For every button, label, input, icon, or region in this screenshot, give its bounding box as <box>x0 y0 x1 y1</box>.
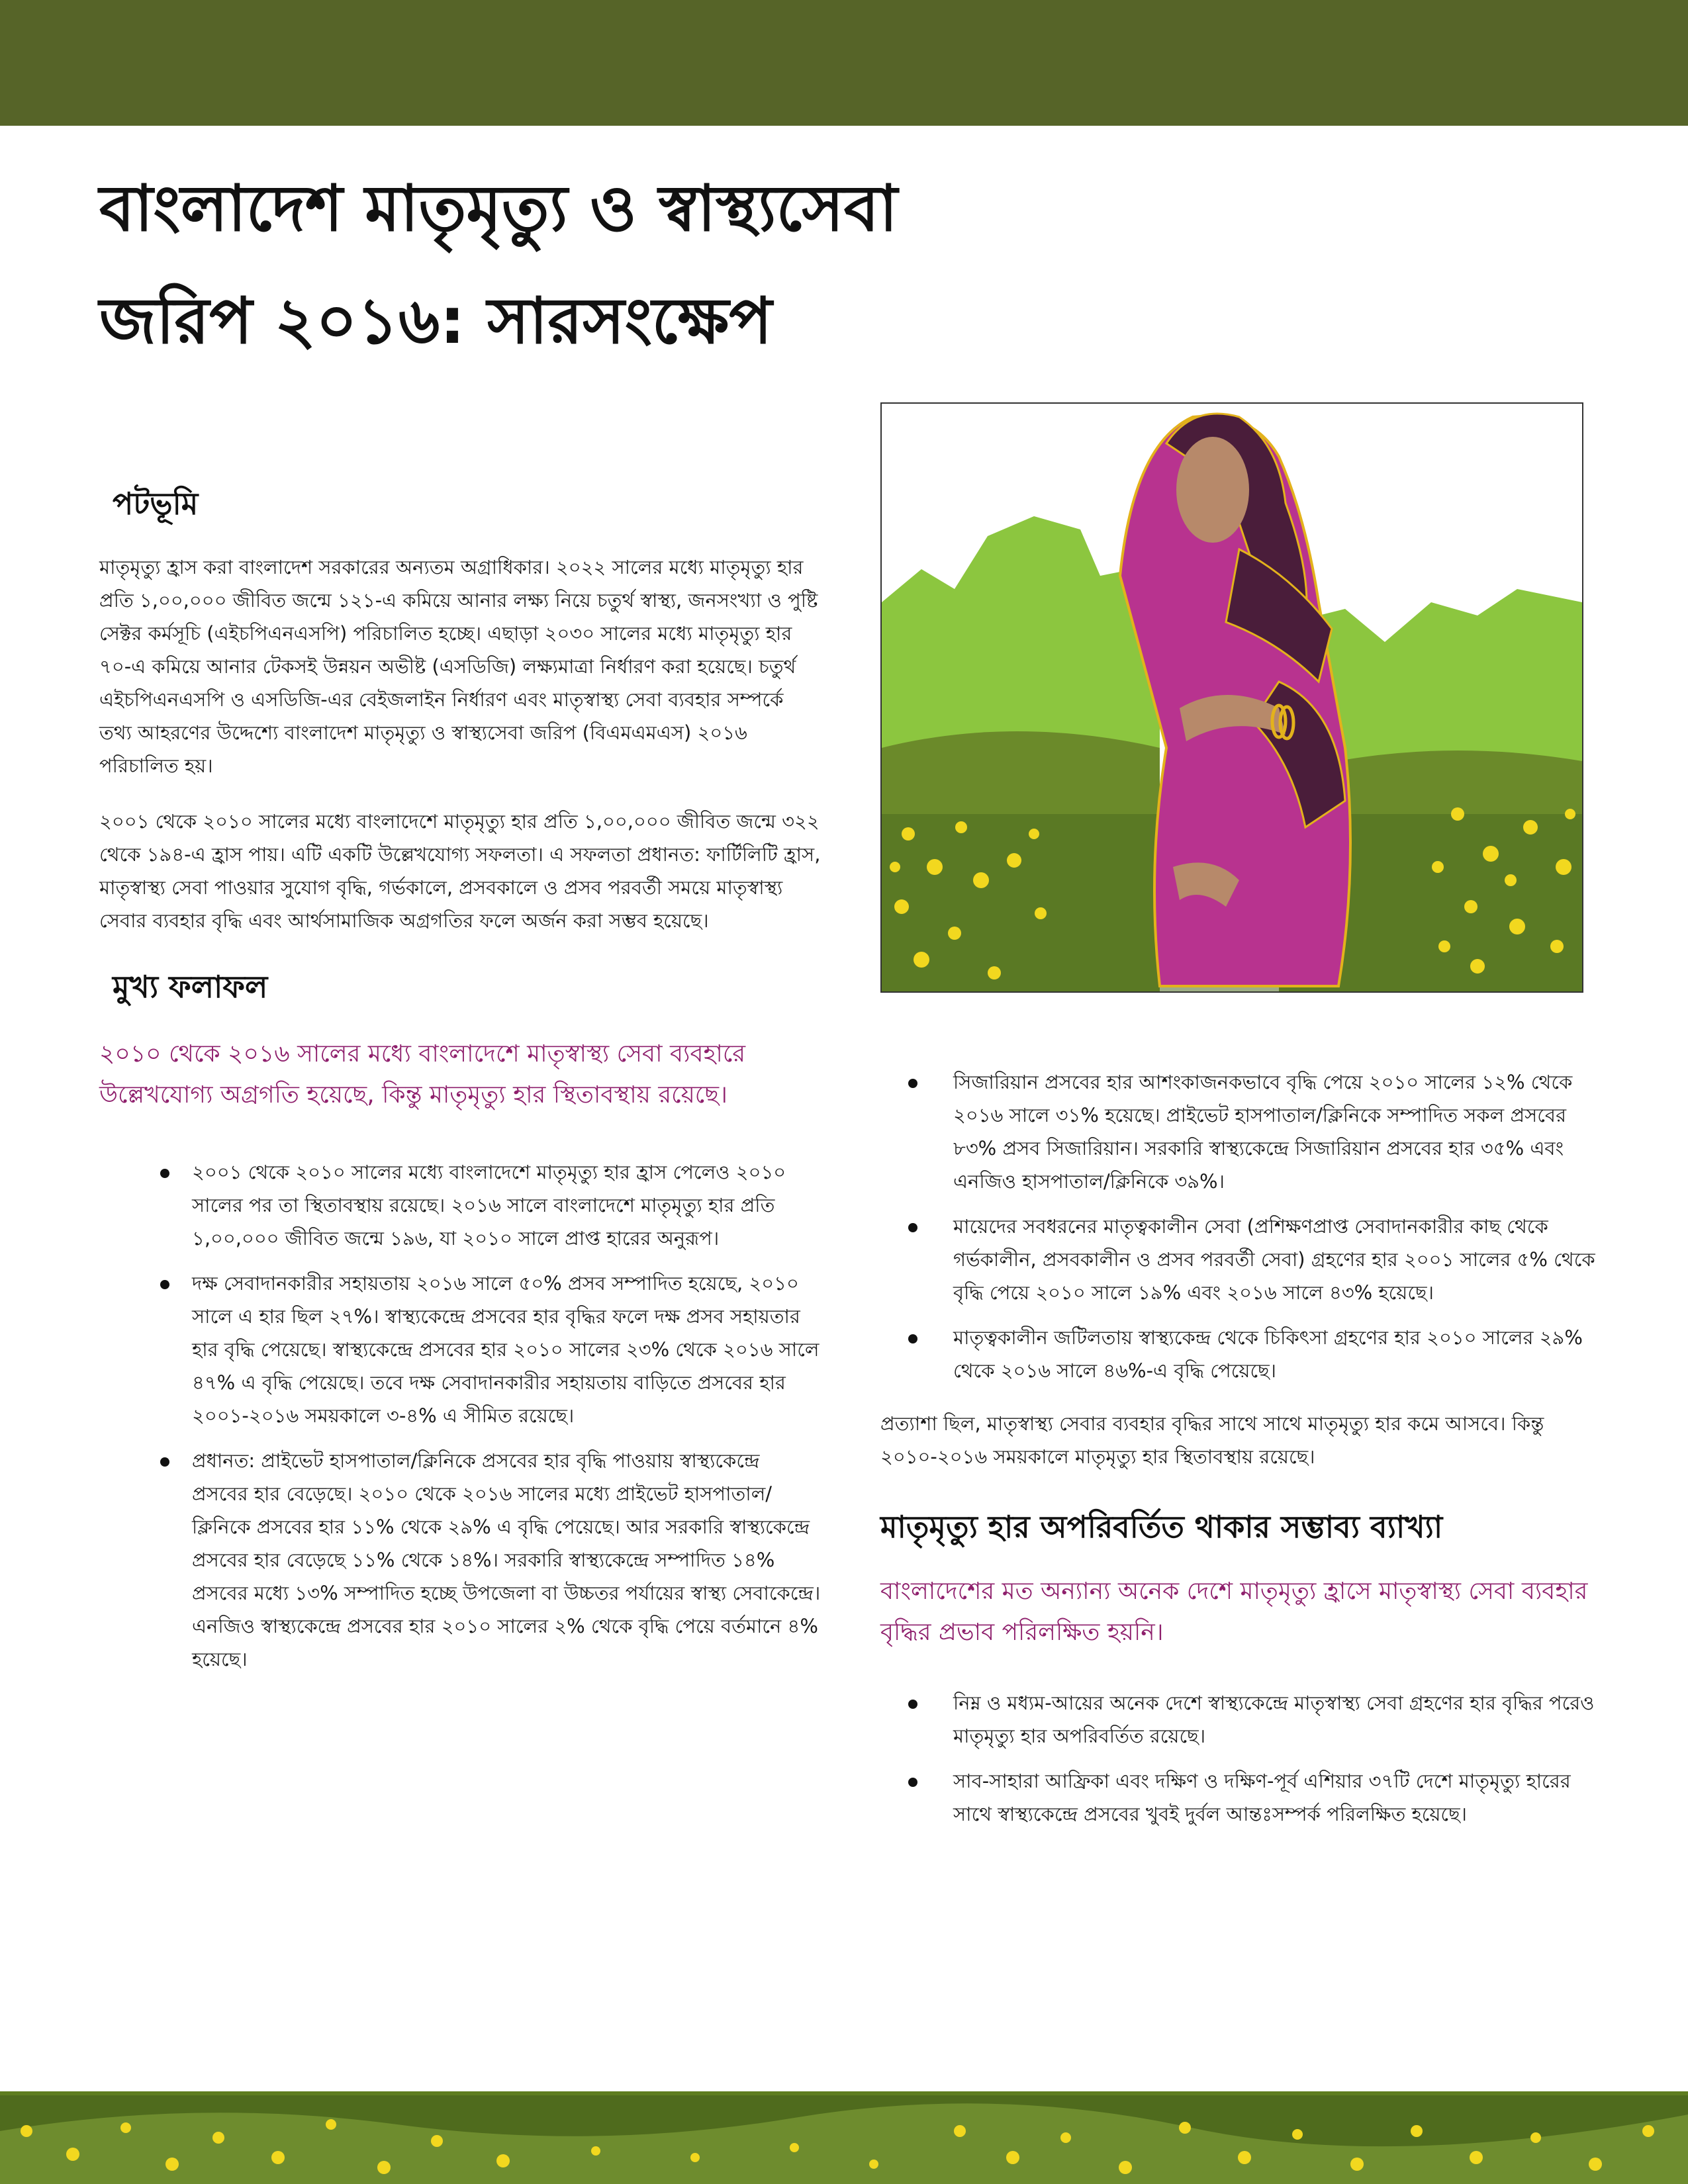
bullet-icon <box>908 1700 917 1709</box>
bullet-icon <box>160 1169 169 1178</box>
left-column <box>99 483 821 1688</box>
list-item <box>880 1066 1602 1198</box>
title-line-2: জরিপ ২০১৬: সারসংক্ষেপ <box>99 284 773 358</box>
list-item <box>99 1444 821 1676</box>
findings-lead: ২০১০ থেকে ২০১৬ সালের মধ্যে বাংলাদেশে মাতৃস্বাস্থ্য সেবা ব্যবহারে উল্লেখযোগ্য অগ্রগতি হয়েছে, কিন্তু মাতৃমৃত্যু হার স্থিতাবস্থায় রয়েছে। <box>99 1040 746 1109</box>
section-heading-explanation: মাতৃমৃত্যু হার অপরিবর্তিত থাকার সম্ভাব্য ব্যাখ্যা <box>880 1509 1443 1545</box>
expectation-paragraph: প্রত্যাশা ছিল, মাতৃস্বাস্থ্য সেবার ব্যবহার বৃদ্ধির সাথে সাথে মাতৃমৃত্যু হার কমে আসবে। কিন্তু ২০১০-২০১৬ সময়কালে মাতৃমৃত্যু হার স্থিতাবস্থায় রয়েছে। <box>880 1412 1544 1468</box>
list-item <box>99 1267 821 1432</box>
background-paragraph-1: মাতৃমৃত্যু হ্রাস করা বাংলাদেশ সরকারের অন্যতম অগ্রাধিকার। ২০২২ সালের মধ্যে মাতৃমৃত্যু হার প্রতি ১,০০,০০০ জীবিত জন্মে ১২১-এ কমিয়ে আনার লক্ষ্য নিয়ে চতুর্থ স্বাস্থ্য, জনসংখ্যা ও পুষ্টি সেক্টর কর্মসূচি (এইচপিএনএসপি) পরিচালিত হচ্ছে। এছাড়া ২০৩০ সালের মধ্যে মাতৃমৃত্যু হার ৭০-এ কমিয়ে আনার টেকসই উন্নয়ন অভীষ্ট (এসডিজি) লক্ষ্যমাত্রা নির্ধারণ করা হয়েছে। চতুর্থ এইচপিএনএসপি ও এসডিজি-এর বেইজলাইন নির্ধারণ এবং মাতৃস্বাস্থ্য সেবা ব্যবহার সম্পর্কে তথ্য আহরণের উদ্দেশ্যে বাংলাদেশ মাতৃমৃত্যু ও স্বাস্থ্যসেবা জরিপ (বিএমএমএস) ২০১৬ পরিচালিত হয়। <box>99 556 818 777</box>
list-item-text: সিজারিয়ান প্রসবের হার আশংকাজনকভাবে বৃদ্ধি পেয়ে ২০১০ সালের ১২% থেকে ২০১৬ সালে ৩১% হয়েছে। প্রাইভেট হাসপাতাল/ক্লিনিকে সম্পাদিত সকল প্রসবের ৮৩% প্রসব সিজারিয়ান। সরকারি স্বাস্থ্যকেন্দ্রে সিজারিয়ান প্রসবের হার ৩৫% এবং এনজিও হাসপাতাল/ক্লিনিকে ৩৯%। <box>953 1071 1573 1193</box>
list-item <box>880 1210 1602 1309</box>
explanation-lead: বাংলাদেশের মত অন্যান্য অনেক দেশে মাতৃমৃত্যু হ্রাসে মাতৃস্বাস্থ্য সেবা ব্যবহার বৃদ্ধির প্রভাব পরিলক্ষিত হয়নি। <box>880 1578 1588 1646</box>
list-item-text: দক্ষ সেবাদানকারীর সহায়তায় ২০১৬ সালে ৫০% প্রসব সম্পাদিত হয়েছে, ২০১০ সালে এ হার ছিল ২৭%। স্বাস্থ্যকেন্দ্রে প্রসবের হার বৃদ্ধির ফলে দক্ষ প্রসব সহায়তার হার বৃদ্ধি পেয়েছে। স্বাস্থ্যকেন্দ্রে প্রসবের হার ২০১০ সালের ২৩% থেকে ২০১৬ সালে ৪৭% এ বৃদ্ধি পেয়েছে। তবে দক্ষ সেবাদানকারীর সহায়তায় বাড়িতে প্রসবের হার ২০০১-২০১৬ সময়কালে ৩-৪% এ সীমিত রয়েছে। <box>192 1272 820 1427</box>
background-paragraph-2: ২০০১ থেকে ২০১০ সালের মধ্যে বাংলাদেশে মাতৃমৃত্যু হার প্রতি ১,০০,০০০ জীবিত জন্মে ৩২২ থেকে ১৯৪-এ হ্রাস পায়। এটি একটি উল্লেখযোগ্য সফলতা। এ সফলতা প্রধানত: ফার্টিলিটি হ্রাস, মাতৃস্বাস্থ্য সেবা পাওয়ার সুযোগ বৃদ্ধি, গর্ভকালে, প্রসবকালে ও প্রসব পরবর্তী সময়ে মাতৃস্বাস্থ্য সেবার ব্যবহার বৃদ্ধি এবং আর্থসামাজিক অগ্রগতির ফলে অর্জন করা সম্ভব হয়েছে। <box>99 810 821 932</box>
section-heading-findings: মুখ্য ফলাফল <box>113 969 268 1005</box>
title-line-1: বাংলাদেশ মাতৃমৃত্যু ও স্বাস্থ্যসেবা <box>99 171 898 246</box>
list-item-text: মাতৃত্বকালীন জটিলতায় স্বাস্থ্যকেন্দ্র থেকে চিকিৎসা গ্রহণের হার ২০১০ সালের ২৯% থেকে ২০১৬ সালে ৪৬%-এ বৃদ্ধি পেয়েছে। <box>953 1326 1583 1382</box>
right-findings-list <box>880 1066 1602 1387</box>
bullet-icon <box>160 1457 169 1467</box>
flower-field-decoration <box>0 2091 1688 2184</box>
top-banner <box>0 0 1688 126</box>
list-item-text: সাব-সাহারা আফ্রিকা এবং দক্ষিণ ও দক্ষিণ-পূর্ব এশিয়ার ৩৭টি দেশে মাতৃমৃত্যু হারের সাথে স্বাস্থ্যকেন্দ্রে প্রসবের খুবই দুর্বল আন্তঃসম্পর্ক পরিলক্ষিত হয়েছে। <box>953 1770 1571 1825</box>
bullet-icon <box>908 1079 917 1088</box>
bottom-flower-banner <box>0 2091 1688 2184</box>
list-item-text: প্রধানত: প্রাইভেট হাসপাতাল/ক্লিনিকে প্রসবের হার বৃদ্ধি পাওয়ায় স্বাস্থ্যকেন্দ্রে প্রসবের হার বেড়েছে। ২০১০ থেকে ২০১৬ সালের মধ্যে প্রাইভেট হাসপাতাল/ক্লিনিকে প্রসবের হার ১১% থেকে ২৯% এ বৃদ্ধি পেয়েছে। আর সরকারি স্বাস্থ্যকেন্দ্রে প্রসবের হার বেড়েছে ১১% থেকে ১৪%। সরকারি স্বাস্থ্যকেন্দ্রে সম্পাদিত ১৪% প্রসবের মধ্যে ১৩% সম্পাদিত হচ্ছে উপজেলা বা উচ্চতর পর্যায়ের স্বাস্থ্য সেবাকেন্দ্রে। এনজিও স্বাস্থ্যকেন্দ্রে প্রসবের হার ২০১০ সালের ২% থেকে বৃদ্ধি পেয়ে বর্তমানে ৪% হয়েছে। <box>192 1449 821 1670</box>
explanation-list <box>880 1686 1602 1831</box>
page-title <box>99 152 1092 377</box>
illustration-pregnant-woman <box>880 402 1583 993</box>
list-item-text: নিম্ন ও মধ্যম-আয়ের অনেক দেশে স্বাস্থ্যকেন্দ্রে মাতৃস্বাস্থ্য সেবা গ্রহণের হার বৃদ্ধির পরেও মাতৃমৃত্যু হার অপরিবর্তিত রয়েছে। <box>953 1692 1595 1747</box>
list-item <box>880 1764 1602 1831</box>
bullet-icon <box>908 1223 917 1232</box>
list-item-text: ২০০১ থেকে ২০১০ সালের মধ্যে বাংলাদেশে মাতৃমৃত্যু হার হ্রাস পেলেও ২০১০ সালের পর তা স্থিতাবস্থায় রয়েছে। ২০১৬ সালে বাংলাদেশে মাতৃমৃত্যু হার প্রতি ১,০০,০০০ জীবিত জন্মে ১৯৬, যা ২০১০ সালে প্রাপ্ত হারের অনুরূপ। <box>192 1161 786 1250</box>
bullet-icon <box>160 1280 169 1289</box>
divider <box>0 2091 1688 2095</box>
list-item <box>880 1686 1602 1752</box>
list-item <box>99 1156 821 1255</box>
findings-list <box>99 1156 821 1676</box>
bullet-icon <box>908 1778 917 1787</box>
right-column <box>880 1066 1602 1843</box>
list-item <box>880 1321 1602 1387</box>
section-heading-background: পটভূমি <box>113 486 199 522</box>
list-item-text: মায়েদের সবধরনের মাতৃত্বকালীন সেবা (প্রশিক্ষণপ্রাপ্ত সেবাদানকারীর কাছ থেকে গর্ভকালীন, প্রসবকালীন ও প্রসব পরবর্তী সেবা) গ্রহণের হার ২০০১ সালের ৫% থেকে বৃদ্ধি পেয়ে ২০১০ সালে ১৯% এবং ২০১৬ সালে ৪৩% হয়েছে। <box>953 1215 1595 1304</box>
bullet-icon <box>908 1334 917 1343</box>
